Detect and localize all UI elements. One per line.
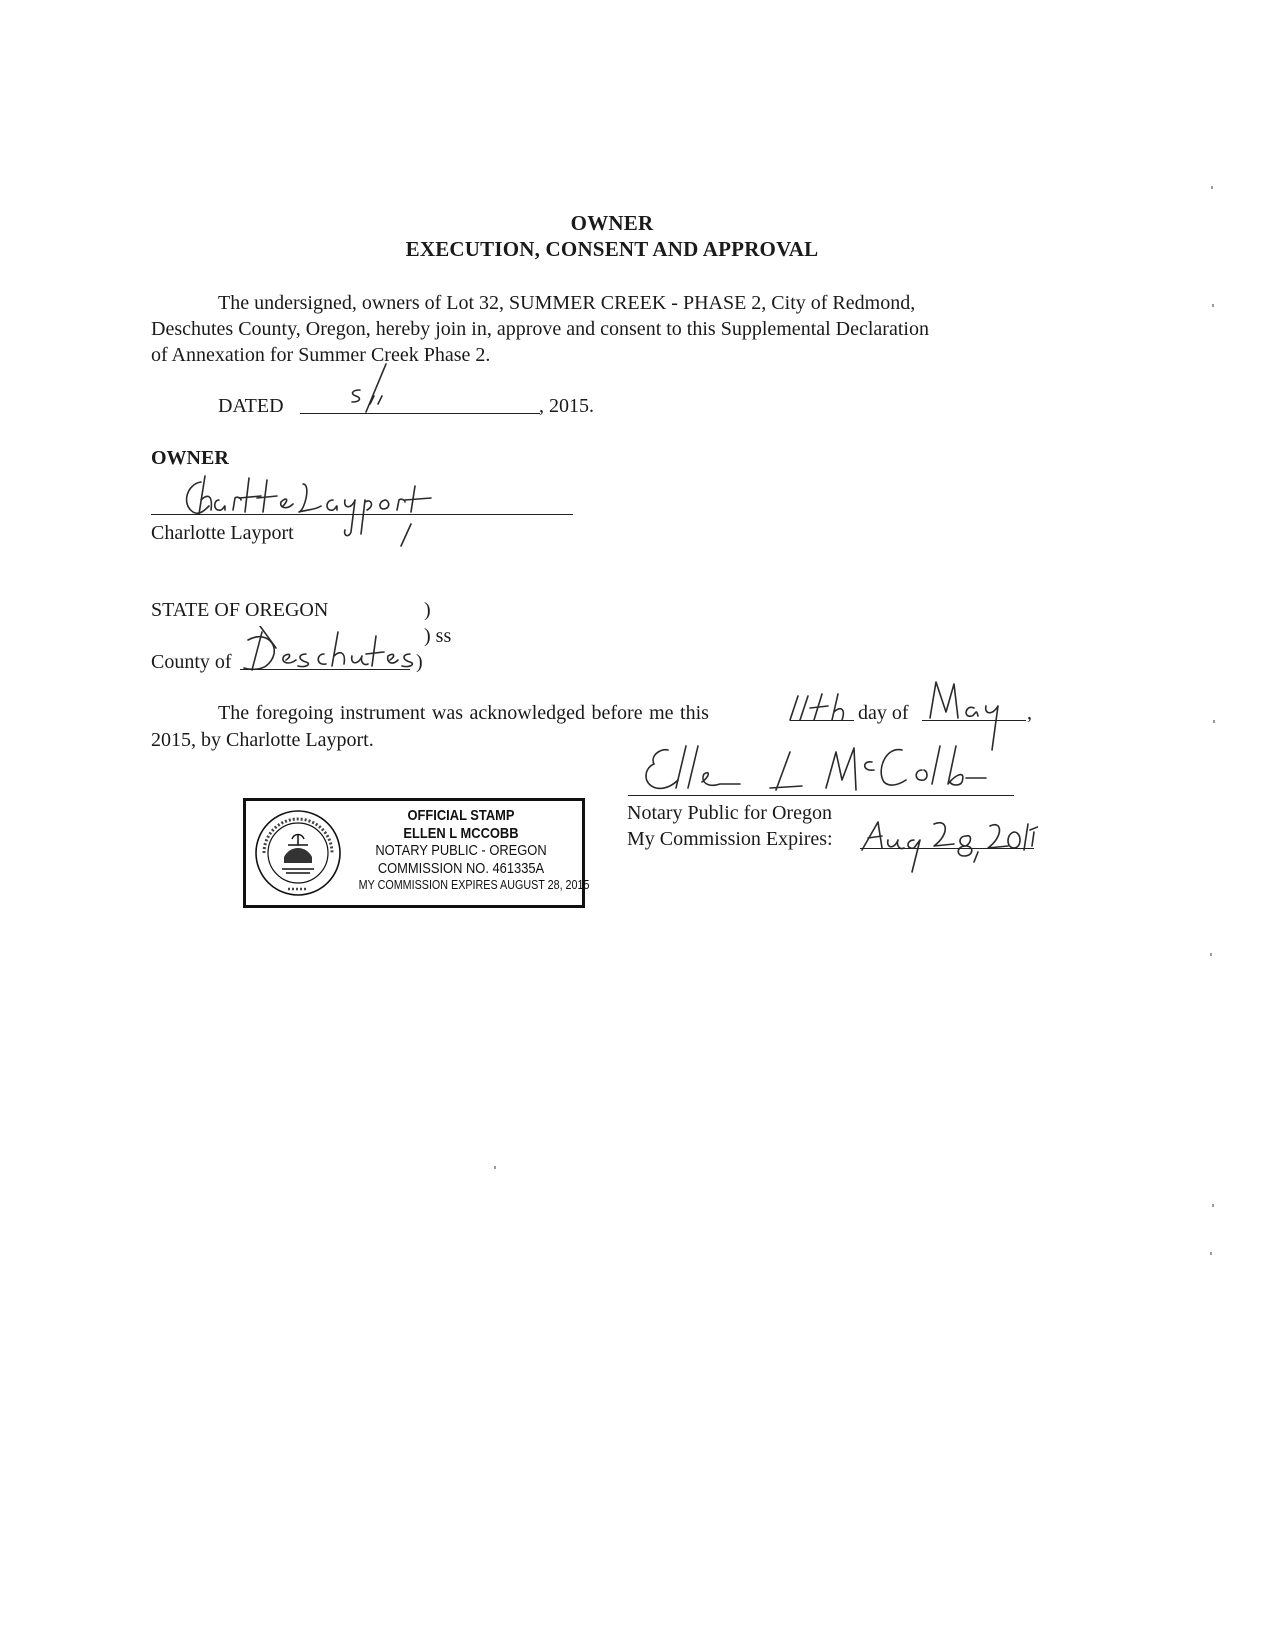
venue-ss: ) ss [424,625,452,647]
owner-printed-name: Charlotte Layport [151,522,294,544]
ack-day-underline [790,720,854,721]
intro-line-3: of Annexation for Summer Creek Phase 2. [151,344,491,366]
stamp-commission-expires: MY COMMISSION EXPIRES AUGUST 28, 2015 [358,878,590,892]
heading-owner: OWNER [570,211,654,235]
venue-county-handwriting [240,626,420,674]
notary-signature [640,740,1010,800]
dated-year: , 2015. [539,395,594,417]
notary-expires-label: My Commission Expires: [627,828,833,850]
notary-expires-underline [860,848,1034,849]
venue-state: STATE OF OREGON [151,599,329,621]
stamp-notary-name: ELLEN L MCCOBB [403,824,519,842]
venue-county-label: County of [151,651,232,673]
dated-handwriting [330,360,400,416]
oregon-seal-icon [254,809,342,897]
heading-execution-consent-approval: EXECUTION, CONSENT AND APPROVAL [405,237,819,261]
intro-line-2: Deschutes County, Oregon, hereby join in, approve and consent to this Supplemental Declaration [151,318,929,340]
ack-comma: , [1027,702,1032,724]
notary-signature-line [628,795,1014,796]
notary-expires-handwriting [858,816,1038,876]
ack-line-2: 2015, by Charlotte Layport. [151,729,374,751]
dated-label: DATED [218,395,284,417]
venue-county-underline [240,669,410,670]
ack-text-before-day: The foregoing instrument was acknowledged before me this [218,702,709,724]
stamp-notary-public-oregon: NOTARY PUBLIC - OREGON [375,842,547,859]
ack-month-underline [922,720,1026,721]
notary-title: Notary Public for Oregon [627,802,832,824]
venue-paren-3: ) [416,651,423,673]
venue-paren-1: ) [424,599,431,621]
ack-day-of: day of [858,702,909,724]
stamp-official-stamp: OFFICIAL STAMP [407,807,515,824]
ack-day-handwriting [788,690,858,724]
intro-line-1: The undersigned, owners of Lot 32, SUMMER CREEK - PHASE 2, City of Redmond, [218,292,916,314]
owner-heading: OWNER [151,447,229,469]
owner-signature-line [151,514,573,515]
official-stamp [243,798,590,908]
stamp-commission-number: COMMISSION NO. 461335A [377,859,545,877]
